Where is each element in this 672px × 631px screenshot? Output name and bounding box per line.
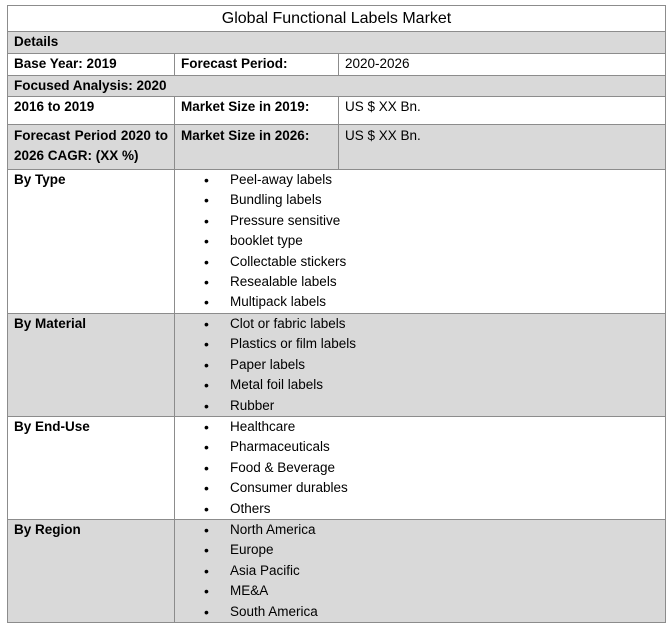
list-item: • Others xyxy=(181,499,659,519)
market-size-2019-value: US $ XX Bn. xyxy=(339,97,666,125)
list-item: • Europe xyxy=(181,540,659,560)
list-item: • Asia Pacific xyxy=(181,561,659,581)
segment-list xyxy=(181,520,659,622)
historical-row xyxy=(8,97,666,125)
list-item: • Peel-away labels xyxy=(181,170,659,190)
list-item: • Food & Beverage xyxy=(181,458,659,478)
base-year-row xyxy=(8,54,666,76)
market-size-2026-value: US $ XX Bn. xyxy=(339,125,666,170)
list-item: • North America xyxy=(181,520,659,540)
list-item: • Paper labels xyxy=(181,355,659,375)
list-item: • Collectable stickers xyxy=(181,252,659,272)
segment-label: By Region xyxy=(8,519,175,622)
list-item: • Healthcare xyxy=(181,417,659,437)
segment-list xyxy=(181,170,659,313)
details-row xyxy=(8,32,666,54)
segment-row-material xyxy=(8,314,666,417)
list-item: • Pharmaceuticals xyxy=(181,437,659,457)
list-item: • Consumer durables xyxy=(181,478,659,498)
historical-cell: 2016 to 2019 xyxy=(8,97,175,125)
segment-row-region xyxy=(8,519,666,622)
segment-items-cell xyxy=(175,519,666,622)
title-row xyxy=(8,6,666,32)
list-item: • Resealable labels xyxy=(181,272,659,292)
market-size-2019-label: Market Size in 2019: xyxy=(175,97,339,125)
forecast-period-label: Forecast Period: xyxy=(175,54,339,76)
list-item: • Metal foil labels xyxy=(181,375,659,395)
cagr-cell: Forecast Period 2020 to 2026 CAGR: (XX %) xyxy=(8,125,175,170)
details-header: Details xyxy=(8,32,666,54)
segment-items-cell xyxy=(175,314,666,417)
segment-label: By Type xyxy=(8,170,175,314)
market-size-2026-label: Market Size in 2026: xyxy=(175,125,339,170)
segment-items-cell xyxy=(175,417,666,520)
market-report-table-wrapper xyxy=(7,5,666,623)
list-item: • South America xyxy=(181,602,659,622)
segment-row-end-use xyxy=(8,417,666,520)
list-item: • Plastics or film labels xyxy=(181,334,659,354)
list-item: • Clot or fabric labels xyxy=(181,314,659,334)
segment-label: By End-Use xyxy=(8,417,175,520)
list-item: • Bundling labels xyxy=(181,190,659,210)
base-year-cell: Base Year: 2019 xyxy=(8,54,175,76)
list-item: • Multipack labels xyxy=(181,292,659,312)
focused-analysis-row xyxy=(8,76,666,97)
list-item: • ME&A xyxy=(181,581,659,601)
segment-label: By Material xyxy=(8,314,175,417)
list-item: • booklet type xyxy=(181,231,659,251)
segment-list xyxy=(181,417,659,519)
list-item: • Rubber xyxy=(181,396,659,416)
segment-row-type xyxy=(8,170,666,314)
focused-analysis-cell: Focused Analysis: 2020 xyxy=(8,76,666,97)
market-report-table xyxy=(7,5,666,623)
cagr-row xyxy=(8,125,666,170)
segment-items-cell xyxy=(175,170,666,314)
segment-list xyxy=(181,314,659,416)
forecast-period-value: 2020-2026 xyxy=(339,54,666,76)
table-title: Global Functional Labels Market xyxy=(8,6,666,32)
list-item: • Pressure sensitive xyxy=(181,211,659,231)
